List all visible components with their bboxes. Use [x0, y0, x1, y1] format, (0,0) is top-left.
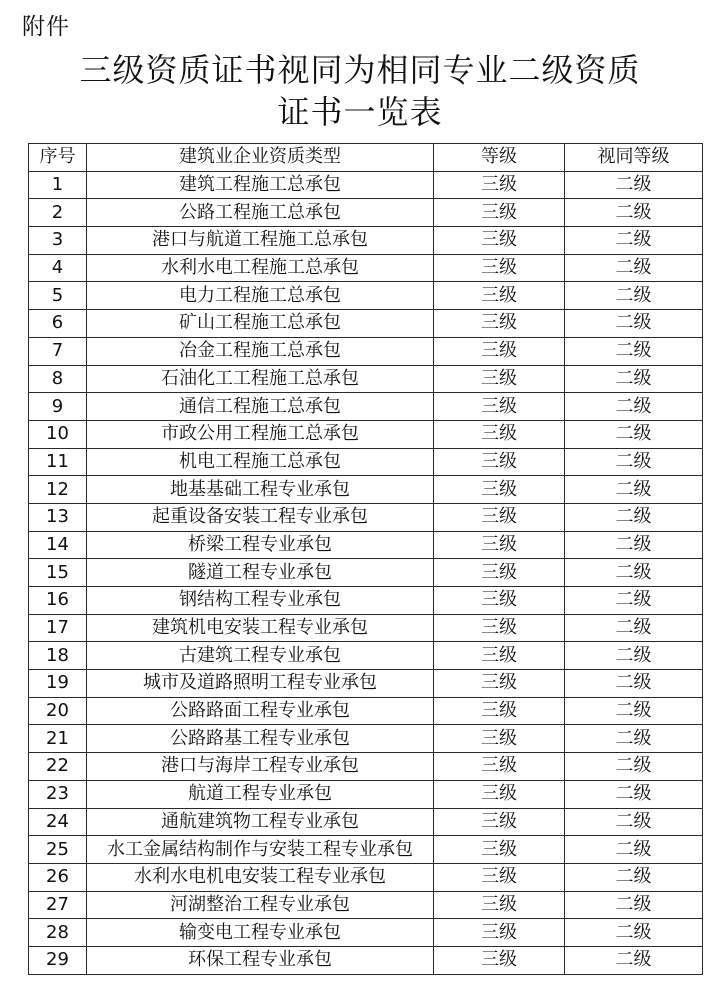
qualification-type-cell: 地基基础工程专业承包 — [87, 476, 434, 504]
equivalent-grade-cell: 二级 — [565, 365, 703, 393]
table-row — [29, 614, 703, 642]
table-row — [29, 476, 703, 504]
qualification-type-cell: 机电工程施工总承包 — [87, 448, 434, 476]
table-row — [29, 725, 703, 753]
qualification-type-cell: 古建筑工程专业承包 — [87, 642, 434, 670]
grade-cell: 三级 — [434, 836, 565, 864]
serial-number-cell: 29 — [29, 946, 87, 974]
qualification-type-cell: 起重设备安装工程专业承包 — [87, 503, 434, 531]
serial-number-cell: 11 — [29, 448, 87, 476]
qualification-type-cell: 建筑机电安装工程专业承包 — [87, 614, 434, 642]
grade-cell: 三级 — [434, 531, 565, 559]
table-row — [29, 199, 703, 227]
table-row — [29, 254, 703, 282]
qualification-type-cell: 建筑工程施工总承包 — [87, 171, 434, 199]
qualification-type-cell: 通航建筑物工程专业承包 — [87, 808, 434, 836]
serial-number-cell: 21 — [29, 725, 87, 753]
grade-cell: 三级 — [434, 725, 565, 753]
serial-number-cell: 3 — [29, 227, 87, 255]
grade-cell: 三级 — [434, 919, 565, 947]
table-row — [29, 448, 703, 476]
qualification-type-cell: 港口与航道工程施工总承包 — [87, 227, 434, 255]
serial-number-cell: 2 — [29, 199, 87, 227]
qualification-type-cell: 隧道工程专业承包 — [87, 559, 434, 587]
grade-cell: 三级 — [434, 476, 565, 504]
header-equivalent-grade: 视同等级 — [565, 144, 703, 172]
equivalent-grade-cell: 二级 — [565, 393, 703, 421]
grade-cell: 三级 — [434, 448, 565, 476]
equivalent-grade-cell: 二级 — [565, 310, 703, 338]
qualification-type-cell: 公路路基工程专业承包 — [87, 725, 434, 753]
qualification-type-cell: 市政公用工程施工总承包 — [87, 420, 434, 448]
qualification-type-cell: 输变电工程专业承包 — [87, 919, 434, 947]
table-row — [29, 559, 703, 587]
grade-cell: 三级 — [434, 365, 565, 393]
grade-cell: 三级 — [434, 697, 565, 725]
serial-number-cell: 25 — [29, 836, 87, 864]
qualification-type-cell: 河湖整治工程专业承包 — [87, 891, 434, 919]
document-title-line-2: 证书一览表 — [277, 93, 443, 131]
equivalent-grade-cell: 二级 — [565, 476, 703, 504]
qualification-type-cell: 桥梁工程专业承包 — [87, 531, 434, 559]
header-qualification-type: 建筑业企业资质类型 — [87, 144, 434, 172]
table-row — [29, 171, 703, 199]
qualification-type-cell: 公路工程施工总承包 — [87, 199, 434, 227]
serial-number-cell: 10 — [29, 420, 87, 448]
table-row — [29, 780, 703, 808]
table-body — [29, 171, 703, 974]
serial-number-cell: 18 — [29, 642, 87, 670]
serial-number-cell: 8 — [29, 365, 87, 393]
qualification-type-cell: 公路路面工程专业承包 — [87, 697, 434, 725]
equivalent-grade-cell: 二级 — [565, 863, 703, 891]
equivalent-grade-cell: 二级 — [565, 753, 703, 781]
equivalent-grade-cell: 二级 — [565, 642, 703, 670]
grade-cell: 三级 — [434, 808, 565, 836]
table-row — [29, 670, 703, 698]
qualification-type-cell: 钢结构工程专业承包 — [87, 587, 434, 615]
equivalent-grade-cell: 二级 — [565, 946, 703, 974]
serial-number-cell: 14 — [29, 531, 87, 559]
equivalent-grade-cell: 二级 — [565, 227, 703, 255]
grade-cell: 三级 — [434, 587, 565, 615]
equivalent-grade-cell: 二级 — [565, 199, 703, 227]
qualification-type-cell: 石油化工工程施工总承包 — [87, 365, 434, 393]
serial-number-cell: 23 — [29, 780, 87, 808]
table-row — [29, 420, 703, 448]
table-row — [29, 365, 703, 393]
attachment-label: 附件 — [22, 14, 70, 40]
table-row — [29, 282, 703, 310]
serial-number-cell: 27 — [29, 891, 87, 919]
equivalent-grade-cell: 二级 — [565, 587, 703, 615]
grade-cell: 三级 — [434, 946, 565, 974]
equivalent-grade-cell: 二级 — [565, 559, 703, 587]
table-row — [29, 393, 703, 421]
equivalent-grade-cell: 二级 — [565, 531, 703, 559]
grade-cell: 三级 — [434, 670, 565, 698]
grade-cell: 三级 — [434, 199, 565, 227]
table-row — [29, 753, 703, 781]
grade-cell: 三级 — [434, 227, 565, 255]
qualification-type-cell: 矿山工程施工总承包 — [87, 310, 434, 338]
serial-number-cell: 24 — [29, 808, 87, 836]
grade-cell: 三级 — [434, 863, 565, 891]
serial-number-cell: 9 — [29, 393, 87, 421]
table-row — [29, 891, 703, 919]
equivalent-grade-cell: 二级 — [565, 282, 703, 310]
equivalent-grade-cell: 二级 — [565, 503, 703, 531]
header-grade: 等级 — [434, 144, 565, 172]
qualification-type-cell: 电力工程施工总承包 — [87, 282, 434, 310]
grade-cell: 三级 — [434, 282, 565, 310]
serial-number-cell: 20 — [29, 697, 87, 725]
grade-cell: 三级 — [434, 337, 565, 365]
table-row — [29, 836, 703, 864]
equivalent-grade-cell: 二级 — [565, 670, 703, 698]
table-row — [29, 337, 703, 365]
grade-cell: 三级 — [434, 310, 565, 338]
table-row — [29, 642, 703, 670]
equivalent-grade-cell: 二级 — [565, 919, 703, 947]
equivalent-grade-cell: 二级 — [565, 891, 703, 919]
table-row — [29, 946, 703, 974]
qualification-type-cell: 冶金工程施工总承包 — [87, 337, 434, 365]
serial-number-cell: 6 — [29, 310, 87, 338]
serial-number-cell: 4 — [29, 254, 87, 282]
serial-number-cell: 15 — [29, 559, 87, 587]
table-header-row — [29, 144, 703, 172]
equivalent-grade-cell: 二级 — [565, 836, 703, 864]
table-row — [29, 310, 703, 338]
grade-cell: 三级 — [434, 753, 565, 781]
table-row — [29, 503, 703, 531]
serial-number-cell: 7 — [29, 337, 87, 365]
table-row — [29, 919, 703, 947]
table-row — [29, 863, 703, 891]
serial-number-cell: 16 — [29, 587, 87, 615]
grade-cell: 三级 — [434, 171, 565, 199]
qualification-type-cell: 城市及道路照明工程专业承包 — [87, 670, 434, 698]
serial-number-cell: 13 — [29, 503, 87, 531]
equivalent-grade-cell: 二级 — [565, 780, 703, 808]
serial-number-cell: 19 — [29, 670, 87, 698]
serial-number-cell: 17 — [29, 614, 87, 642]
equivalent-grade-cell: 二级 — [565, 420, 703, 448]
grade-cell: 三级 — [434, 420, 565, 448]
qualification-type-cell: 港口与海岸工程专业承包 — [87, 753, 434, 781]
grade-cell: 三级 — [434, 559, 565, 587]
table-row — [29, 587, 703, 615]
qualification-table — [28, 143, 703, 975]
grade-cell: 三级 — [434, 503, 565, 531]
serial-number-cell: 5 — [29, 282, 87, 310]
serial-number-cell: 26 — [29, 863, 87, 891]
header-serial-number: 序号 — [29, 144, 87, 172]
equivalent-grade-cell: 二级 — [565, 808, 703, 836]
equivalent-grade-cell: 二级 — [565, 614, 703, 642]
table-row — [29, 227, 703, 255]
equivalent-grade-cell: 二级 — [565, 725, 703, 753]
serial-number-cell: 12 — [29, 476, 87, 504]
grade-cell: 三级 — [434, 393, 565, 421]
grade-cell: 三级 — [434, 614, 565, 642]
grade-cell: 三级 — [434, 891, 565, 919]
qualification-type-cell: 水工金属结构制作与安装工程专业承包 — [87, 836, 434, 864]
qualification-type-cell: 水利水电机电安装工程专业承包 — [87, 863, 434, 891]
qualification-type-cell: 环保工程专业承包 — [87, 946, 434, 974]
equivalent-grade-cell: 二级 — [565, 337, 703, 365]
serial-number-cell: 28 — [29, 919, 87, 947]
serial-number-cell: 22 — [29, 753, 87, 781]
table-row — [29, 697, 703, 725]
grade-cell: 三级 — [434, 642, 565, 670]
table-row — [29, 531, 703, 559]
qualification-type-cell: 航道工程专业承包 — [87, 780, 434, 808]
serial-number-cell: 1 — [29, 171, 87, 199]
equivalent-grade-cell: 二级 — [565, 254, 703, 282]
table-row — [29, 808, 703, 836]
qualification-type-cell: 通信工程施工总承包 — [87, 393, 434, 421]
equivalent-grade-cell: 二级 — [565, 697, 703, 725]
qualification-type-cell: 水利水电工程施工总承包 — [87, 254, 434, 282]
document-title-line-1: 三级资质证书视同为相同专业二级资质 — [79, 51, 641, 89]
grade-cell: 三级 — [434, 780, 565, 808]
equivalent-grade-cell: 二级 — [565, 171, 703, 199]
equivalent-grade-cell: 二级 — [565, 448, 703, 476]
grade-cell: 三级 — [434, 254, 565, 282]
